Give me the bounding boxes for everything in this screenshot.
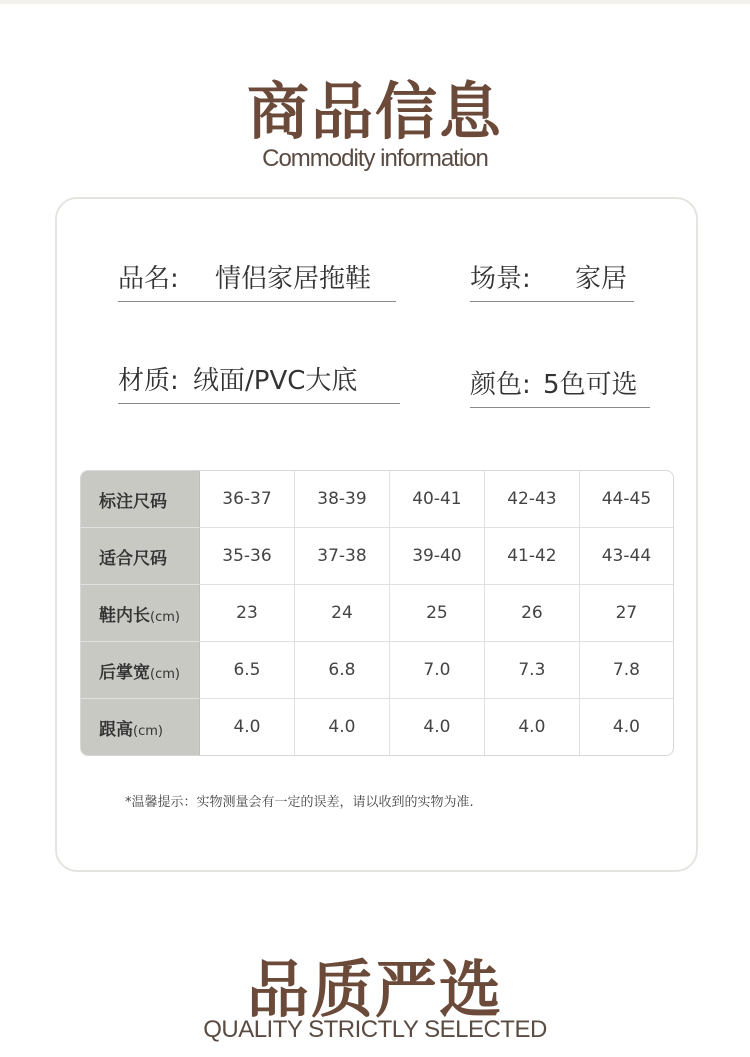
row-header: [81, 528, 200, 585]
name-value: 情侣家居拖鞋: [215, 264, 372, 294]
disclaimer-note: *温馨提示：实物测量会有一定的误差，请以收到的实物为准.: [125, 795, 474, 810]
row-header-label: 鞋内长: [99, 605, 150, 626]
table-cell: 40-41: [390, 471, 485, 528]
section-title: 商品信息: [246, 75, 503, 148]
row-header-unit: (cm): [133, 723, 163, 739]
table-cell: 35-36: [200, 528, 295, 585]
material-value: 绒面/PVC大底: [193, 366, 358, 396]
table-cell: 38-39: [295, 471, 390, 528]
size-table: [80, 470, 674, 756]
row-header-label: 标注尺码: [99, 491, 167, 512]
table-cell: 43-44: [580, 528, 673, 585]
color-value: 5色可选: [543, 370, 638, 400]
table-cell: 27: [580, 585, 673, 642]
row-header: [81, 471, 200, 528]
table-cell: 44-45: [580, 471, 673, 528]
material-label: 材质:: [118, 366, 179, 396]
color-field: [470, 364, 650, 408]
table-row: [81, 699, 673, 755]
table-cell: 37-38: [295, 528, 390, 585]
table-cell: 4.0: [295, 699, 390, 755]
table-cell: 6.8: [295, 642, 390, 699]
table-cell: 4.0: [612, 717, 640, 737]
table-cell: 6.5: [200, 642, 295, 699]
row-header: [81, 585, 200, 642]
table-cell: 4.0: [200, 699, 295, 755]
table-row: [81, 471, 673, 528]
table-cell: 41-42: [485, 528, 580, 585]
table-cell: 7.8: [580, 642, 673, 699]
table-cell: 4.0: [485, 699, 580, 755]
row-header-label: 后掌宽: [99, 662, 150, 683]
table-cell: 39-40: [390, 528, 485, 585]
table-row: [81, 528, 673, 585]
table-cell: 42-43: [485, 471, 580, 528]
table-cell: 36-37: [200, 471, 295, 528]
table-row: [81, 642, 673, 699]
row-header-unit: (cm): [150, 609, 180, 625]
scene-value: 家居: [575, 264, 628, 294]
row-header-label: 适合尺码: [99, 548, 167, 569]
table-cell: 7.3: [485, 642, 580, 699]
material-field: [118, 360, 400, 404]
section-subtitle: Commodity information: [262, 145, 488, 172]
table-cell: 4.0: [390, 699, 485, 755]
row-header: [81, 699, 200, 755]
row-header: [81, 642, 200, 699]
row-header-unit: (cm): [150, 666, 180, 682]
table-row: [81, 585, 673, 642]
name-field: [118, 258, 396, 302]
table-cell: 25: [390, 585, 485, 642]
row-header-label: 跟高: [99, 719, 133, 740]
scene-field: [470, 258, 634, 302]
scene-label: 场景:: [470, 264, 531, 294]
color-label: 颜色:: [470, 370, 531, 400]
footer-title: 品质严选: [246, 953, 503, 1026]
table-cell: 7.0: [390, 642, 485, 699]
name-label: 品名:: [118, 264, 179, 294]
footer-subtitle: QUALITY STRICTLY SELECTED: [203, 1016, 547, 1043]
table-cell: 26: [485, 585, 580, 642]
table-cell: 24: [295, 585, 390, 642]
table-cell: 23: [200, 585, 295, 642]
top-divider: [0, 0, 750, 4]
